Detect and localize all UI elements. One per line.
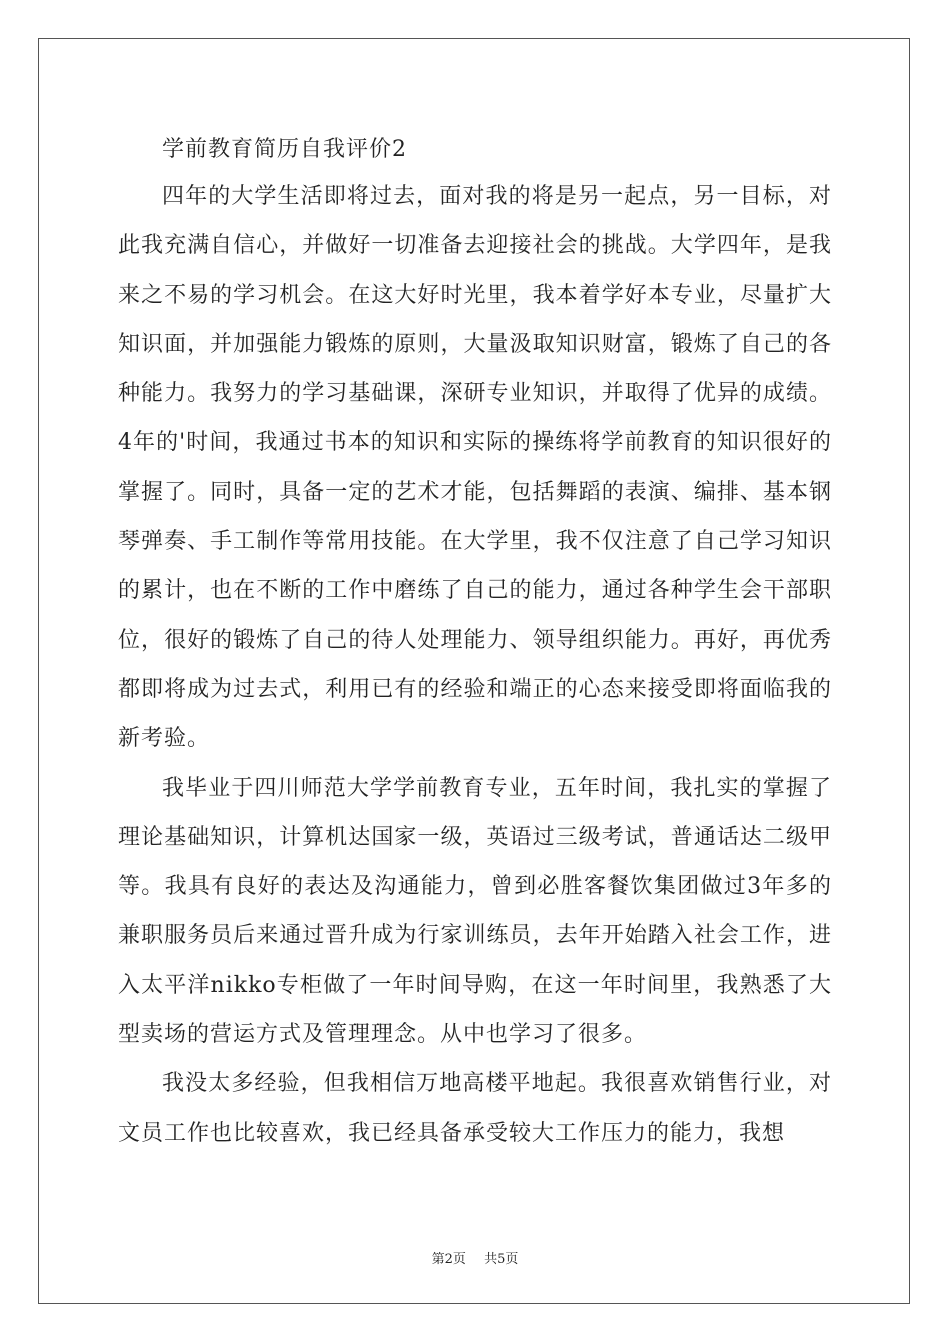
- document-title: 学前教育简历自我评价2: [162, 137, 407, 162]
- paragraph-3: 我没太多经验，但我相信万地高楼平地起。我很喜欢销售行业，对文员工作也比较喜欢，我已经具备承受较大工作压力的能力，我想: [118, 1071, 832, 1146]
- paragraph-2: 我毕业于四川师范大学学前教育专业，五年时间，我扎实的掌握了理论基础知识，计算机达国家一级，英语过三级考试，普通话达二级甲等。我具有良好的表达及沟通能力，曾到必胜客餐饮集团做过3年多的兼职服务员后来通过晋升成为行家训练员，去年开始踏入社会工作，进入太平洋nikko专柜做了一年时间导购，在这一年时间里，我熟悉了大型卖场的营运方式及管理理念。从中也学习了很多。: [118, 775, 832, 1048]
- paragraph-1: 四年的大学生活即将过去，面对我的将是另一起点，另一目标，对此我充满自信心，并做好一切准备去迎接社会的挑战。大学四年，是我来之不易的学习机会。在这大好时光里，我本着学好本专业，尽量扩大知识面，并加强能力锻炼的原则，大量汲取知识财富，锻炼了自己的各种能力。我努力的学习基础课，深研专业知识，并取得了优异的成绩。4年的'时间，我通过书本的知识和实际的操练将学前教育的知识很好的掌握了。同时，具备一定的艺术才能，包括舞蹈的表演、编排、基本钢琴弹奏、手工制作等常用技能。在大学里，我不仅注意了自己学习知识的累计，也在不断的工作中磨练了自己的能力，通过各种学生会干部职位，很好的锻炼了自己的待人处理能力、领导组织能力。再好，再优秀都即将成为过去式，利用已有的经验和端正的心态来接受即将面临我的新考验。: [118, 184, 832, 752]
- document-body: [118, 128, 832, 1158]
- page-number: 第2页: [431, 1252, 466, 1267]
- page-footer: [0, 1248, 950, 1267]
- page-total: 共5页: [484, 1252, 519, 1267]
